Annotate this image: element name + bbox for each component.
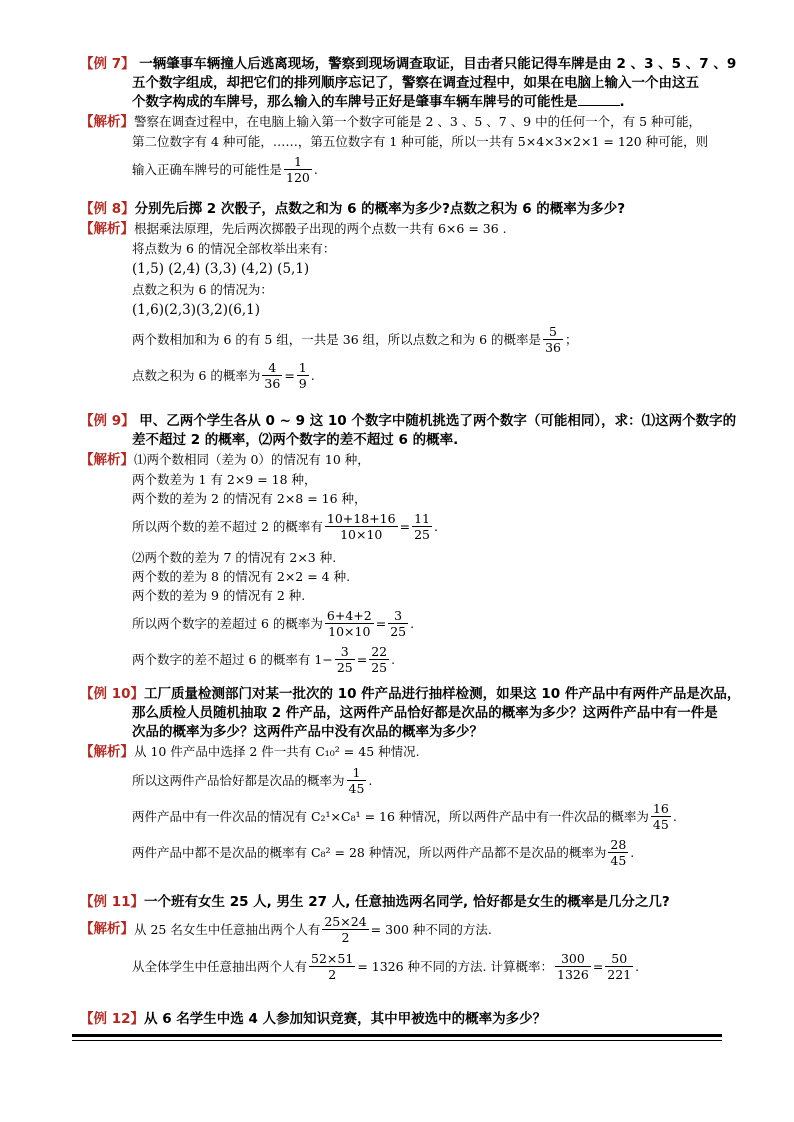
solution-line: 点数之积为 6 的概率为 — [132, 367, 261, 383]
question-line: 五个数字组成，却把它们的排列顺序忘记了，警察在调查过程中，如果在电脑上输入一个由这五 — [132, 75, 699, 91]
example-tag: 【例 11】 — [80, 894, 144, 910]
footer-rule-thin — [72, 1040, 722, 1041]
answer-blank — [578, 93, 620, 106]
example-tag: 【例 10】 — [80, 686, 144, 702]
fraction: $\frac{3}{25}$ — [336, 643, 353, 675]
question-line: 次品的概率为多少？这两件产品中没有次品的概率为多少？ — [132, 724, 483, 740]
question-line: 个数字构成的车牌号，那么输入的车牌号正好是肇事车辆车牌号的可能性是 — [132, 94, 578, 110]
solution-line: ⑴两个数相同（差为 0）的情况有 10 种， — [134, 452, 370, 467]
fraction: $\frac{10+18+16}{10\times 10}$ — [326, 510, 396, 542]
solution-line: 点数之积为 6 的情况为： — [132, 282, 273, 297]
fraction: $\frac{16}{45}$ — [652, 800, 669, 832]
question-line: 一个班有女生 25 人, 男生 27 人, 任意抽选两名同学, 恰好都是女生的概率是几分之几? — [144, 894, 670, 910]
solution-line: (1,6)(2,3)(3,2)(6,1) — [132, 302, 261, 318]
fraction: $\frac{52\times 51}{2}$ — [311, 950, 354, 982]
solution-line: 从 25 名女生中任意抽出两个人有 — [134, 921, 321, 937]
solution-line: 两个数相加和为 6 的有 5 组，一共是 36 组，所以点数之和为 6 的概率是 — [132, 331, 542, 347]
question-line: 甲、乙两个学生各从 0 ~ 9 这 10 个数字中随机挑选了两个数字（可能相同），求：⑴这两个数字的 — [139, 413, 737, 429]
example-8: 【例 8】分别先后掷 2 次骰子，点数之和为 6 的概率为多少?点数之积为 6 的概率为多少? 【解析】根据乘法原理，先后两次掷骰子出现的两个点数一共有 6×6 = 36 . 将点数为 6 的情况全部枚举出来有： (1,5) (2,4) (3,3) (4,2) (5,1) 点数之积为 6 的情况为： (1,6)(2,3)(3,2)(6,1) 两个数相加和为 6 的有 5 组，一共是 36 组，所以点数之和为 6 的概率是 $\frac{5}{36}$ ； 点数之积为 6 的概率为 $\frac{4}{36}$ = $\frac{1}{9}$ . — [80, 201, 626, 391]
solution-line: 两个数字的差不超过 6 的概率有 1− — [132, 651, 333, 667]
footer-rule-thick — [72, 1034, 722, 1037]
solution-tag: 【解析】 — [80, 452, 134, 468]
example-tag: 【例 9】 — [80, 413, 135, 429]
fraction: $\frac{22}{25}$ — [371, 643, 388, 675]
solution-tag: 【解析】 — [80, 920, 134, 937]
fraction: $\frac{1}{120}$ — [286, 153, 310, 185]
example-12 — [80, 1010, 720, 1029]
solution-line: 两个数的差为 8 的情况有 2×2 = 4 种. — [132, 569, 351, 584]
solution-line: 两个数的差为 2 的情况有 2×8 = 16 种， — [132, 491, 367, 506]
solution-line: 从 10 件产品中选择 2 件一共有 C₁₀² = 45 种情况. — [134, 744, 420, 759]
solution-line: 从全体学生中任意抽出两个人有 — [132, 958, 308, 974]
example-10: 【例 10】工厂质量检测部门对某一批次的 10 件产品进行抽样检测，如果这 10 件产品中有两件产品是次品， 那么质检人员随机抽取 2 件产品，这两件产品恰好都是次品的概率为多少？这两件产品中有一件是 次品的概率为多少？这两件产品中没有次品的概率为多少？ 【解析】从 10 件产品中选择 2 件一共有 C₁₀² = 45 种情况. 所以这两件产品恰好都是次品的概率为 $\frac{1}{45}$ . 两件产品中有一件次品的情况有 C₂¹×C₈¹ = 16 种情况，所以两件产品中有一件次品的概率为 $\frac{16}{45}$ . 两件产品中都不是次品的概率有 C₈² = 28 种情况，所以两件产品都不是次品的概率为 $\frac{28}{45}$ . — [80, 686, 741, 868]
solution-line: 两个数的差为 9 的情况有 2 种. — [132, 588, 306, 603]
example-11: 【例 11】一个班有女生 25 人, 男生 27 人, 任意抽选两名同学, 恰好都是女生的概率是几分之几? 【解析】 从 25 名女生中任意抽出两个人有 $\frac{25\times 24}{2}$ = 300 种不同的方法. 从全体学生中任意抽出两个人有 $\frac{52\times 51}{2}$ = 1326 种不同的方法. 计算概率： $\frac{300}{1326}$ = $\frac{50}{221}$ . — [80, 894, 670, 982]
fraction: $\frac{50}{221}$ — [607, 950, 632, 982]
solution-tag: 【解析】 — [80, 744, 134, 760]
question-line: 从 6 名学生中选 4 人参加知识竞赛，其中甲被选中的概率为多少？ — [144, 1011, 547, 1027]
solution-line: 第二位数字有 4 种可能，……，第五位数字有 1 种可能，所以一共有 5×4×3×2×1 = 120 种可能，则 — [132, 134, 709, 149]
example-tag: 【例 7】 — [80, 56, 135, 72]
solution-line: 所以两个数的差不超过 2 的概率有 — [132, 518, 323, 534]
solution-line: 输入正确车牌号的可能性是 — [132, 161, 283, 177]
fraction: $\frac{28}{45}$ — [610, 836, 627, 868]
fraction: $\frac{5}{36}$ — [545, 323, 561, 355]
solution-tag: 【解析】 — [80, 114, 134, 130]
fraction: $\frac{1}{9}$ — [298, 359, 307, 391]
question-line: 一辆肇事车辆撞人后逃离现场，警察到现场调查取证，目击者只能记得车牌是由 2 、3 、5 、7 、9 — [139, 56, 737, 72]
solution-line: 两件产品中有一件次品的情况有 C₂¹×C₈¹ = 16 种情况，所以两件产品中有一件次品的概率为 — [132, 808, 649, 824]
solution-line: 将点数为 6 的情况全部枚举出来有： — [132, 241, 336, 256]
question-line: 那么质检人员随机抽取 2 件产品，这两件产品恰好都是次品的概率为多少？这两件产品中有一件是 — [132, 705, 718, 721]
fraction: $\frac{300}{1326}$ — [557, 950, 589, 982]
solution-line: 所以两个数字的差超过 6 的概率为 — [132, 615, 323, 631]
solution-line: (1,5) (2,4) (3,3) (4,2) (5,1) — [132, 261, 310, 277]
solution-line: 两个数差为 1 有 2×9 = 18 种， — [132, 472, 317, 487]
fraction: $\frac{4}{36}$ — [264, 359, 281, 391]
fraction: $\frac{25\times 24}{2}$ — [324, 913, 367, 945]
fraction: $\frac{1}{45}$ — [348, 764, 365, 796]
solution-line: 所以这两件产品恰好都是次品的概率为 — [132, 772, 345, 788]
solution-line: 两件产品中都不是次品的概率有 C₈² = 28 种情况，所以两件产品都不是次品的概率为 — [132, 844, 607, 860]
question-line: 工厂质量检测部门对某一批次的 10 件产品进行抽样检测，如果这 10 件产品中有两件产品是次品， — [144, 686, 741, 702]
fraction: $\frac{6+4+2}{10\times 10}$ — [326, 607, 372, 639]
question-line: 差不超过 2 的概率，⑵两个数字的差不超过 6 的概率. — [132, 432, 459, 448]
example-tag: 【例 8】 — [80, 201, 135, 217]
fraction: $\frac{3}{25}$ — [390, 607, 407, 639]
solution-line: ⑵两个数的差为 7 的情况有 2×3 种. — [132, 550, 337, 565]
solution-line: 根据乘法原理，先后两次掷骰子出现的两个点数一共有 6×6 = 36 . — [134, 221, 507, 236]
solution-line: 警察在调查过程中，在电脑上输入第一个数字可能是 2 、3 、5 、7 、9 中的任何一个，有 5 种可能， — [134, 114, 702, 129]
example-9: 【例 9】 甲、乙两个学生各从 0 ~ 9 这 10 个数字中随机挑选了两个数字（可能相同），求：⑴这两个数字的 差不超过 2 的概率，⑵两个数字的差不超过 6 的概率. 【解析】⑴两个数相同（差为 0）的情况有 10 种， 两个数差为 1 有 2×9 = 18 种， 两个数的差为 2 的情况有 2×8 = 16 种， 所以两个数的差不超过 2 的概率有 $\frac{10+18+16}{10\times 10}$ = $\frac{11}{25}$ . ⑵两个数的差为 7 的情况有 2×3 种. 两个数的差为 8 的情况有 2×2 = 4 种. 两个数的差为 9 的情况有 2 种. 所以两个数字的差超过 6 的概率为 $\frac{6+4+2}{10\times 10}$ = $\frac{3}{25}$ . 两个数字的差不超过 6 的概率有 1− $\frac{3}{25}$ = $\frac{22}{25}$ . — [80, 413, 737, 675]
example-7: 【例 7】 一辆肇事车辆撞人后逃离现场，警察到现场调查取证，目击者只能记得车牌是由 2 、3 、5 、7 、9 五个数字组成，却把它们的排列顺序忘记了，警察在调查过程中，如果在电脑上输入一个由这五 个数字构成的车牌号，那么输入的车牌号正好是肇事车辆车牌号的可能性是 . 【解析】警察在调查过程中，在电脑上输入第一个数字可能是 2 、3 、5 、7 、9 中的任何一个，有 5 种可能， 第二位数字有 4 种可能，……，第五位数字有 1 种可能，所以一共有 5×4×3×2×1 = 120 种可能，则 输入正确车牌号的可能性是 $\frac{1}{120}$ . — [80, 56, 737, 185]
question-line: 分别先后掷 2 次骰子，点数之和为 6 的概率为多少?点数之积为 6 的概率为多少? — [134, 201, 626, 217]
solution-tag: 【解析】 — [80, 221, 134, 237]
example-tag: 【例 12】 — [80, 1011, 144, 1027]
fraction: $\frac{11}{25}$ — [414, 510, 430, 542]
